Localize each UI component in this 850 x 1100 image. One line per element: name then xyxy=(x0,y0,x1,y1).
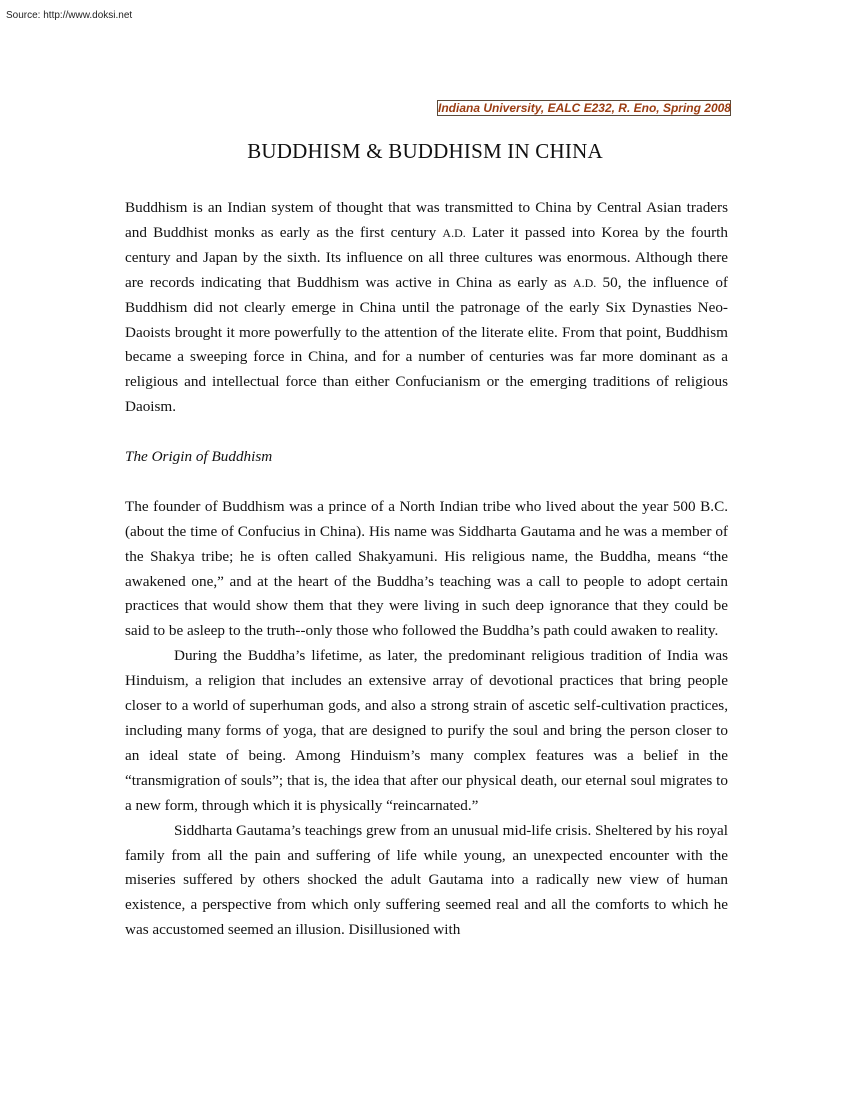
intro-text-2: Later it passed into Korea by the fourth century and Japan by the sixth. Its influence on all three cultures was enormous. Although there are records indicating that Buddhism was active in China as early as xyxy=(125,223,728,291)
era-abbrev: A.D. xyxy=(442,225,466,240)
era-abbrev: A.D. xyxy=(572,275,597,290)
course-header: Indiana University, EALC E232, R. Eno, Spring 2008 xyxy=(438,101,731,115)
page-title: BUDDHISM & BUDDHISM IN CHINA xyxy=(247,139,603,163)
section-heading: The Origin of Buddhism xyxy=(125,448,273,466)
body-paragraph: Siddharta Gautama’s teachings grew from an unusual mid-life crisis. Sheltered by his royal family from all the pain and suffering of life while young, an unexpected encounter with the miseries suffered by others shocked the adult Gautama into a radically new view of human existence, a perspective from which only suffering seemed real and all the comforts to which he was accustomed seemed an illusion. Disillusioned with xyxy=(125,821,728,939)
document-body xyxy=(125,196,728,943)
body-paragraph: The founder of Buddhism was a prince of a North Indian tribe who lived about the year 500 B.C. (about the time of Confucius in China). His name was Siddharta Gautama and he was a member of the Shakya tribe; he is often called Shakyamuni. His religious name, the Buddha, means “the awakened one,” and at the heart of the Buddha’s teaching was a call to people to adopt certain practices that would show them that they were living in such deep ignorance that they could be said to be asleep to the truth--only those who followed the Buddha’s path could awaken to reality. xyxy=(125,497,728,640)
source-label: Source: http://www.doksi.net xyxy=(6,10,133,21)
intro-text-3: 50, the influence of Buddhism did not clearly emerge in China until the patronage of the early Six Dynasties Neo-Daoists brought it more powerfully to the attention of the literate elite. From that point, Buddhism became a sweeping force in China, and for a number of centuries was far more dominant as a religious and intellectual force than either Confucianism or the emerging traditions of religious Daoism. xyxy=(125,273,728,416)
body-paragraph: During the Buddha’s lifetime, as later, the predominant religious tradition of India was Hinduism, a religion that includes an extensive array of devotional practices that bring people closer to a world of superhuman gods, and also a strong strain of ascetic self-cultivation practices, including many forms of yoga, that are designed to purify the soul and bring the person closer to an ideal state of being. Among Hinduism’s many complex features was a belief in the “transmigration of souls”; that is, the idea that after our physical death, our eternal soul migrates to a new form, through which it is physically “reincarnated.” xyxy=(125,647,728,814)
intro-paragraph xyxy=(125,196,728,420)
intro-text-1: Buddhism is an Indian system of thought that was transmitted to China by Central Asian traders and Buddhist monks as early as the first century xyxy=(125,199,728,241)
